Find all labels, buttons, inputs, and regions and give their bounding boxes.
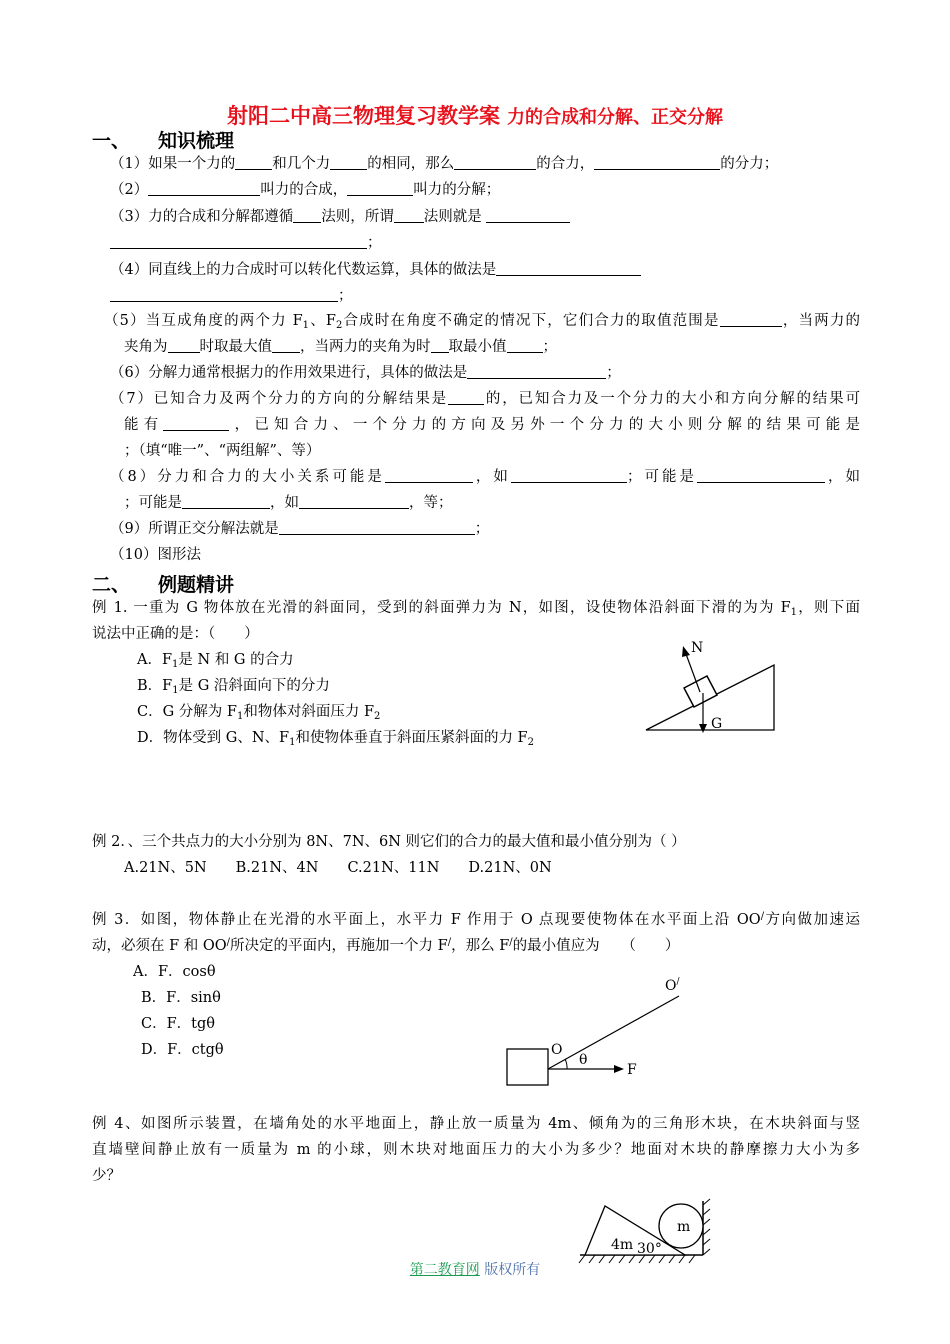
example-3-question-cont: 动，必须在 F 和 OO/所决定的平面内，再施加一个力 F/，那么 F/的最小值应为 （ ） — [92, 937, 680, 954]
block — [507, 1049, 548, 1085]
knowledge-line-4-cont: ； — [110, 286, 353, 306]
example-2-question: 例 2．、三个共点力的大小分别为 8N、7N、6N 则它们的合力的最大值和最小值分别为（ ） — [92, 834, 686, 850]
knowledge-line-8: （8）分力和合力的大小关系可能是 ，如 ；可能是 ，如 — [110, 469, 861, 485]
label-o-prime: O/ — [665, 977, 680, 994]
example-1-option-b: B．$F_1$是 G 沿斜面向下的分力 — [137, 678, 330, 696]
section-heading-knowledge: 一、 知识梳理 — [92, 130, 235, 152]
knowledge-line-5: （5）当互成角度的两个力 $F_1$、$F_2$合成时在角度不确定的情况下，它们合力的取值范围是 ，当两力的 — [104, 313, 861, 331]
knowledge-line-9: （9）所谓正交分解法就是 ； — [110, 521, 490, 537]
force-figure — [500, 975, 700, 1090]
line-oo-prime — [548, 996, 679, 1069]
section-heading-examples: 二、 例题精讲 — [92, 574, 235, 596]
knowledge-line-3: （3）力的合成和分解都遵循 法则，所谓 法则就是 — [110, 207, 570, 227]
gravity-arrowhead — [699, 724, 707, 733]
footer-link[interactable]: 第二教育网 — [409, 1262, 480, 1278]
knowledge-line-8-cont: ；可能是 ，如 ，等； — [124, 495, 453, 511]
label-f: F — [627, 1062, 637, 1078]
example-4-question-cont2: 少？ — [92, 1168, 121, 1184]
page-footer — [0, 1259, 950, 1279]
normal-force-arrowhead — [682, 646, 690, 657]
wall-hatching — [703, 1199, 710, 1255]
incline-figure — [640, 635, 780, 735]
label-g: G — [711, 716, 723, 732]
page-title: 射阳二中高三物理复习教学案 力的合成和分解、正交分解 — [227, 104, 723, 128]
knowledge-line-7: （7）已知合力及两个分力的方向的分解结果是 的，已知合力及一个分力的大小和方向分解的结果可 — [110, 391, 860, 407]
example-4-question-cont: 直墙壁间静止放有一质量为 m 的小球，则木块对地面压力的大小为多少？地面对木块的静摩擦力大小为多 — [92, 1142, 860, 1158]
knowledge-line-6: （6）分解力通常根据力的作用效果进行，具体的做法是 ； — [110, 365, 621, 381]
label-ball-mass: m — [677, 1219, 691, 1235]
example-2-options: A.21N、5N B.21N、4N C.21N、11N D.21N、0N — [124, 860, 552, 876]
label-block-mass: 4m — [611, 1237, 634, 1253]
knowledge-line-7-cont: 能有 ，已知合力、一个分力的方向及另外一个分力的大小则分解的结果可能是 — [124, 417, 861, 433]
example-1-question: 例 1. 一重为 G 物体放在光滑的斜面同，受到的斜面弹力为 N，如图，设使物体沿斜面下滑的为为 $F_1$，则下面 — [92, 600, 860, 618]
example-1-option-c: C．G 分解为 $F_1$和物体对斜面压力 $F_2$ — [137, 704, 381, 722]
example-1-question-cont: 说法中正确的是：（ ） — [92, 626, 259, 642]
example-1-option-d: D．物体受到 G、N、$F_1$和使物体垂直于斜面压紧斜面的力 $F_2$ — [137, 730, 534, 748]
label-theta: θ — [579, 1052, 588, 1068]
wall-ball-figure — [575, 1195, 715, 1267]
knowledge-line-1: （1）如果一个力的 和几个力 的相同，那么 的合力， 的分力； — [110, 156, 779, 172]
example-3-option-b: B．F．sinθ — [141, 990, 221, 1006]
example-3-option-c: C．F．tgθ — [141, 1016, 215, 1032]
knowledge-line-5-cont: 夹角为 时取最大值 ，当两力的夹角为时 取最小值 ； — [124, 339, 557, 355]
knowledge-line-4: （4）同直线上的力合成时可以转化代数运算，具体的做法是 — [110, 260, 641, 280]
label-n: N — [691, 640, 704, 656]
example-1-option-a: A．$F_1$是 N 和 G 的合力 — [137, 652, 294, 670]
block-on-incline — [684, 676, 717, 707]
example-3-option-a: A．F．cosθ — [133, 964, 216, 980]
knowledge-line-3-cont: ； — [110, 233, 382, 253]
example-3-question: 例 3．如图，物体静止在光滑的水平面上，水平力 F 作用于 O 点现要使物体在水平面上沿 OO/方向做加速运 — [92, 911, 861, 928]
example-4-question: 例 4、如图所示装置，在墙角处的水平地面上，静止放一质量为 4m、倾角为的三角形木块，在木块斜面与竖 — [92, 1116, 860, 1132]
footer-copyright: 版权所有 — [479, 1262, 541, 1278]
knowledge-line-2: （2） 叫力的合成， 叫力的分解； — [110, 182, 501, 198]
force-f-arrowhead — [614, 1065, 624, 1073]
example-3-option-d: D．F．ctgθ — [141, 1042, 224, 1058]
label-angle: 30° — [637, 1241, 662, 1257]
knowledge-line-10: （10）图形法 — [110, 547, 201, 563]
label-o: O — [551, 1042, 563, 1058]
knowledge-line-7-cont2: ；（填“唯一”、“两组解”、等） — [124, 443, 321, 459]
angle-arc — [565, 1059, 567, 1069]
